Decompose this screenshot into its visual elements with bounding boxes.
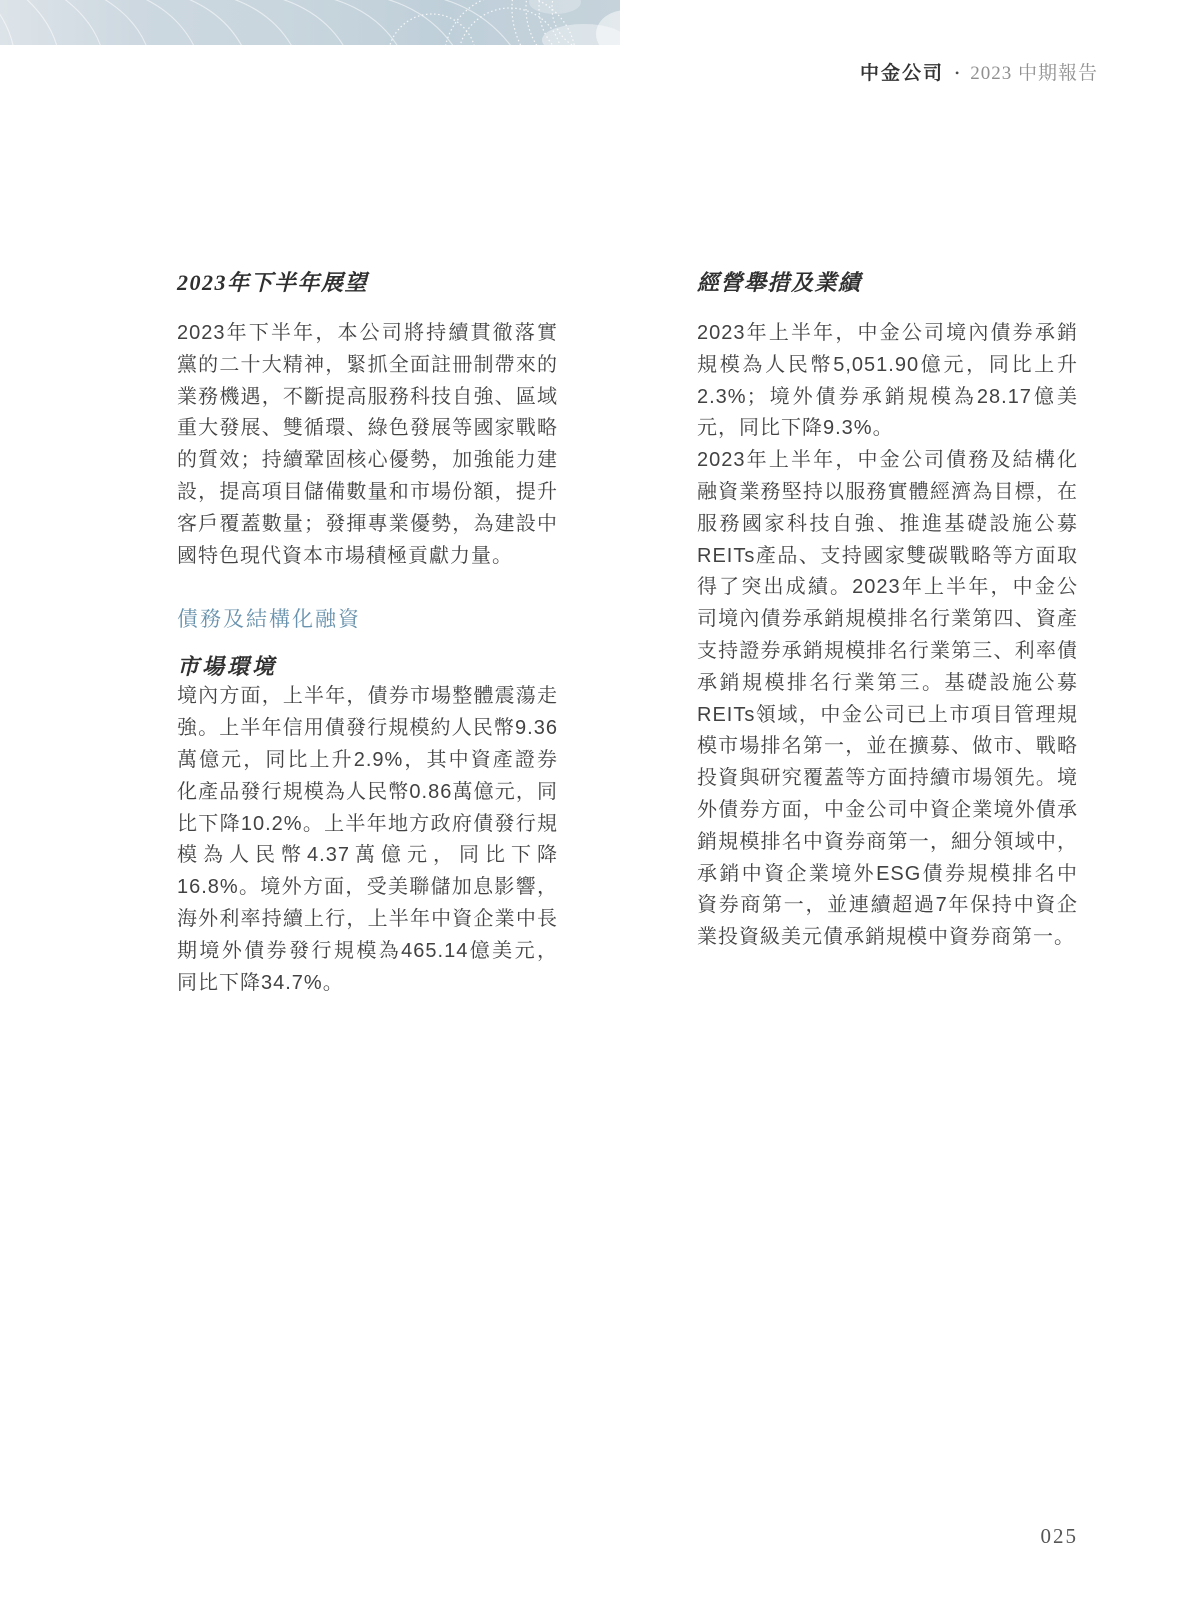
right-column [697,268,1078,999]
banner-graphic [0,0,620,45]
page-number: 025 [1040,1524,1078,1548]
section-title-operations: 經營舉措及業績 [697,270,862,295]
left-column [177,268,558,999]
banner-wave-graphic [0,0,620,45]
header-bullet-separator: • [955,66,960,80]
page-content [177,268,1078,999]
subsection-title-market-environment: 市場環境 [177,654,278,680]
operations-paragraph-1: 2023年上半年，中金公司境內債券承銷規模為人民幣5,051.90億元，同比上升2.3%；境外債券承銷規模為28.17億美元，同比下降9.3%。 [697,322,1078,440]
report-title: 2023 中期報告 [970,63,1098,84]
outlook-paragraph: 2023年下半年，本公司將持續貫徹落實黨的二十大精神，緊抓全面註冊制帶來的業務機遇，不斷提高服務科技自強、區域重大發展、雙循環、綠色發展等國家戰略的質效；持續鞏固核心優勢，加強能力建設，提高項目儲備數量和市場份額，提升客戶覆蓋數量；發揮專業優勢，為建設中國特色現代資本市場積極貢獻力量。 [177,322,558,567]
operations-paragraph-2: 2023年上半年，中金公司債務及結構化融資業務堅持以服務實體經濟為目標，在服務國家科技自強、推進基礎設施公募REITs產品、支持國家雙碳戰略等方面取得了突出成績。2023年上半年，中金公司境內債券承銷規模排名行業第四、資產支持證券承銷規模排名行業第三、利率債承銷規模排名行業第三。基礎設施公募REITs領域，中金公司已上市項目管理規模市場排名第一，並在擴募、做市、戰略投資與研究覆蓋等方面持續市場領先。境外債券方面，中金公司中資企業境外債承銷規模排名中資券商第一，細分領域中，承銷中資企業境外ESG債券規模排名中資券商第一，並連續超過7年保持中資企業投資級美元債承銷規模中資券商第一。 [697,449,1078,949]
section-heading-debt-structured-finance: 債務及結構化融資 [177,608,361,632]
running-header [860,61,1098,86]
market-environment-paragraph: 境內方面，上半年，債券市場整體震蕩走強。上半年信用債發行規模約人民幣9.36萬億元，同比上升2.9%，其中資產證券化產品發行規模為人民幣0.86萬億元，同比下降10.2%。上半年地方政府債發行規模為人民幣4.37萬億元，同比下降16.8%。境外方面，受美聯儲加息影響，海外利率持續上行，上半年中資企業中長期境外債券發行規模為465.14億美元，同比下降34.7%。 [177,685,558,994]
section-title-outlook: 2023年下半年展望 [177,270,369,295]
company-name: 中金公司 [860,63,945,84]
